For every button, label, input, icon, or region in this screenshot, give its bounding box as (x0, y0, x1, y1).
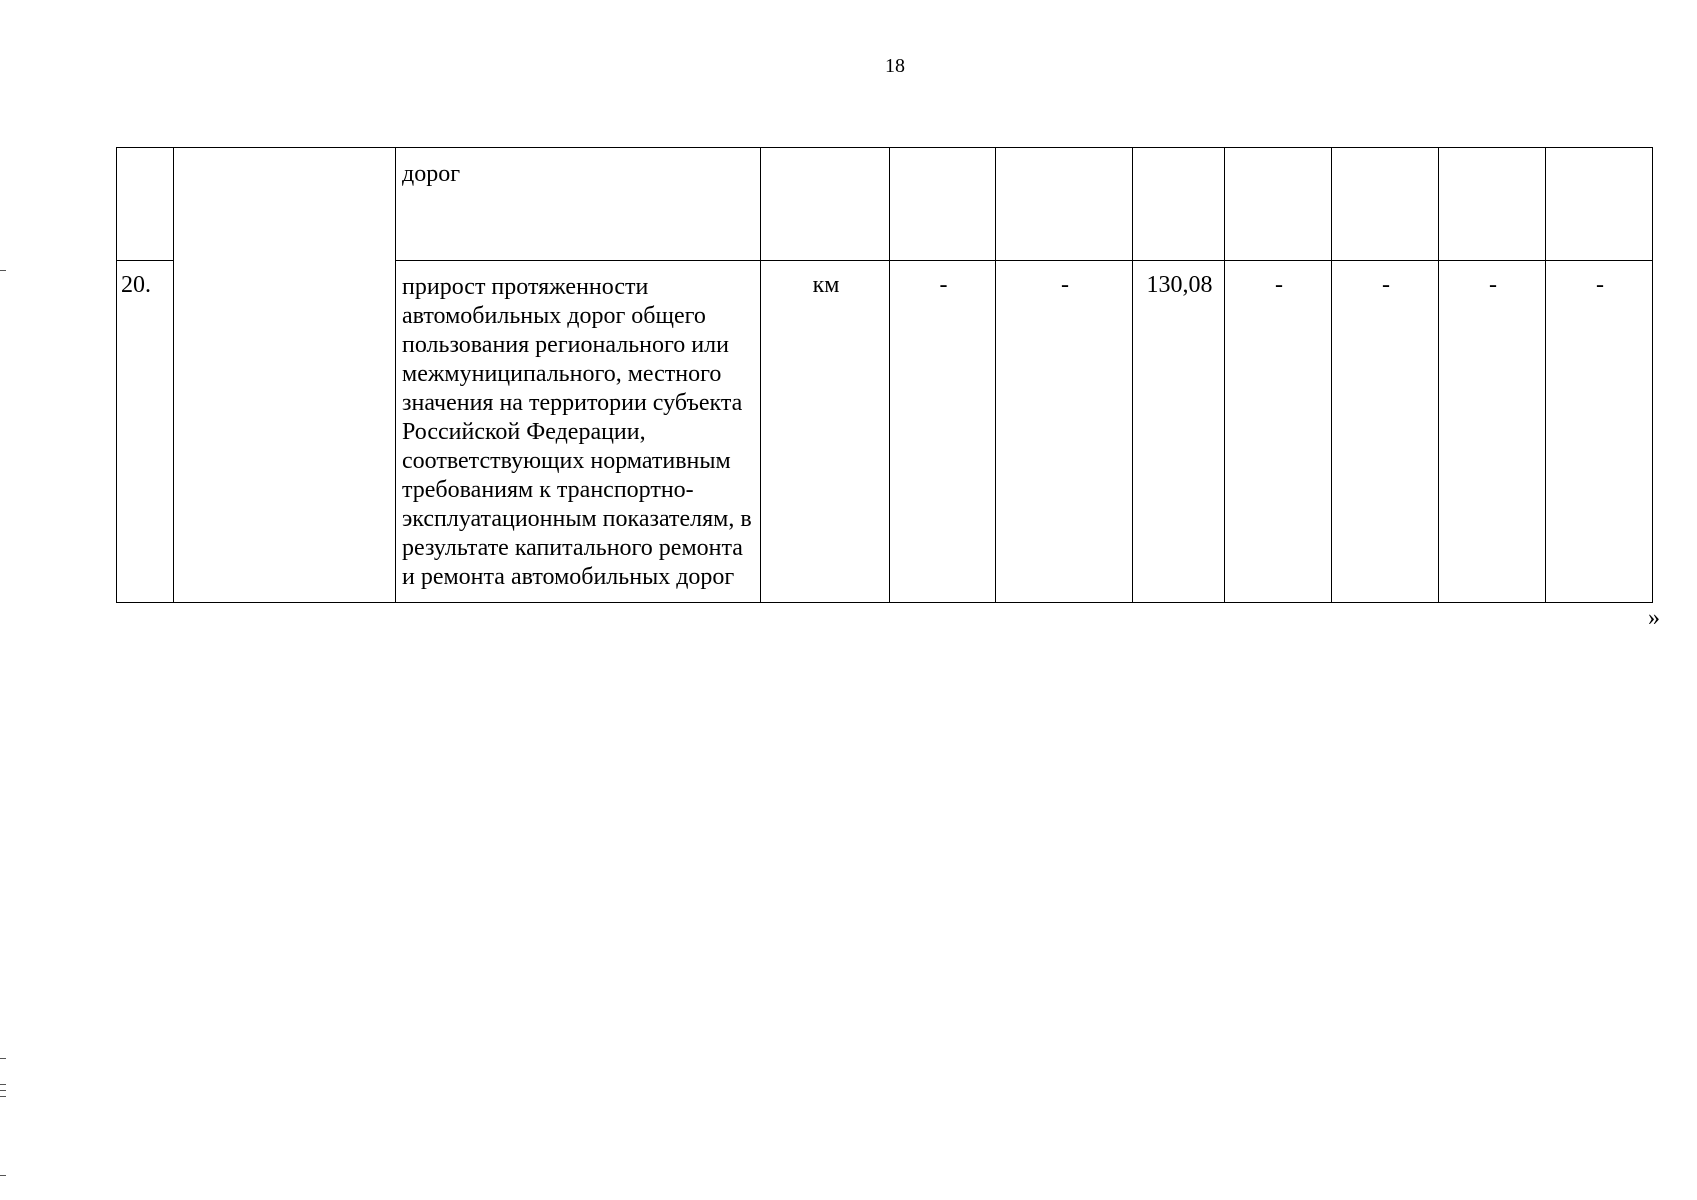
page-number: 18 (885, 55, 905, 77)
margin-mark (0, 1084, 6, 1085)
cell-value-3: 130,08 (1133, 261, 1225, 603)
cell-value-4: - (1225, 261, 1332, 603)
cell-value (890, 148, 996, 261)
cell-value-5: - (1332, 261, 1439, 603)
cell-value (1225, 148, 1332, 261)
margin-mark (0, 1058, 6, 1059)
margin-mark (0, 1090, 6, 1091)
cell-value (996, 148, 1133, 261)
cell-unit: км (761, 261, 890, 603)
cell-description: дорог (396, 148, 761, 261)
cell-description (396, 261, 761, 603)
cell-value-6: - (1439, 261, 1546, 603)
cell-value-2: - (996, 261, 1133, 603)
cell-value (1546, 148, 1653, 261)
indicators-table (116, 147, 1653, 603)
margin-mark (0, 270, 6, 271)
margin-mark (0, 1175, 6, 1176)
table-row-continuation (117, 148, 1653, 261)
cell-value (1439, 148, 1546, 261)
cell-value-1: - (890, 261, 996, 603)
cell-number: 20. (117, 261, 174, 603)
cell-value (1133, 148, 1225, 261)
cell-value (1332, 148, 1439, 261)
margin-mark (0, 1096, 6, 1097)
cell-unit (761, 148, 890, 261)
description-text: прирост протяженности автомобильных дорог общего пользования регионального или межмуниципального, местного значения на территории субъекта Российской Федерации, соответствующих нормативным требованиям к транспортно-эксплуатационным показателям, в результате капитального ремонта и ремонта автомобильных дорог (402, 274, 752, 590)
cell-value-7: - (1546, 261, 1653, 603)
cell-category (174, 148, 396, 603)
closing-quote: » (1648, 605, 1660, 631)
cell-number (117, 148, 174, 261)
